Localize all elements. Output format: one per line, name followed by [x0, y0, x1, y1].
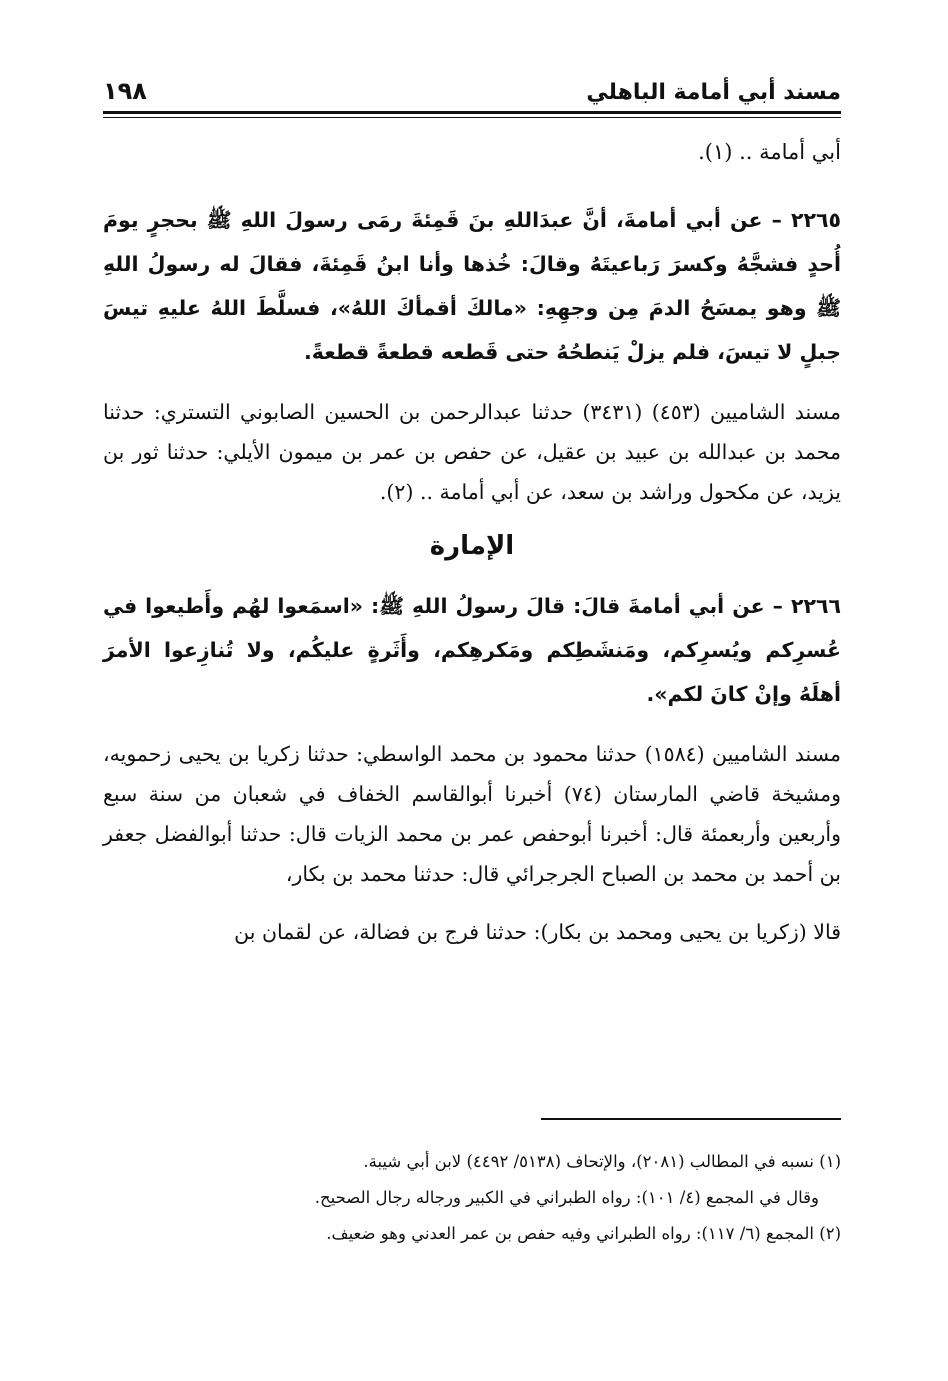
hadith-2266: ٢٢٦٦ – عن أبي أمامةَ قالَ: قالَ رسولُ اللهِ ﷺ: «اسمَعوا لهُم وأَطيعوا في عُسرِكم ويُسرِكم، ومَنشَطِكم ومَكرهِكم، وأَثَرةٍ عليكُم، ولا تُنازِعوا الأمرَ أهلَهُ وإنْ كانَ لكم». — [103, 594, 841, 706]
footnote-1: (١) نسبه في المطالب (٢٠٨١)، والإتحاف (٥١٣٨/ ٤٤٩٢) لابن أبي شيبة. — [363, 1152, 841, 1171]
page-body — [103, 132, 841, 970]
hadith-2265: ٢٢٦٥ – عن أبي أمامةَ، أنَّ عبدَاللهِ بنَ قَمِئةَ رمَى رسولَ اللهِ ﷺ بحجرٍ يومَ أُحدٍ فشجَّهُ وكسرَ رَباعيتَهُ وقالَ: خُذها وأنا ابنُ قَمِئةَ، فقالَ له رسولُ اللهِ ﷺ وهو يمسَحُ الدمَ مِن وجهِهِ: «مالكَ أقمأكَ اللهُ»، فسلَّطَ اللهُ عليهِ تيسَ جبلٍ لا تيسَ، فلم يزلْ يَنطحُهُ حتى قَطعه قطعةً قطعةً. — [103, 208, 841, 364]
footnotes — [103, 1144, 841, 1252]
footnote-2: (٢) المجمع (٦/ ١١٧): رواه الطبراني وفيه حفص بن عمر العدني وهو ضعيف. — [326, 1224, 841, 1243]
isnad-continuation: قالا (زكريا بن يحيى ومحمد بن بكار): حدثنا فرج بن فضالة، عن لقمان بن — [234, 920, 841, 944]
running-title: مسند أبي أمامة الباهلي — [586, 80, 841, 105]
footnote-divider — [541, 1118, 841, 1120]
page-header — [103, 70, 841, 114]
isnad-2266: مسند الشاميين (١٥٨٤) حدثنا محمود بن محمد الواسطي: حدثنا زكريا بن يحيى زحمويه، ومشيخة قاضي المارستان (٧٤) أخبرنا أبوالقاسم الخفاف في شعبان من سنة سبع وأربعين وأربعمئة قال: أخبرنا أبوحفص عمر بن محمد الزيات قال: حدثنا أبوالفضل جعفر بن أحمد بن محمد بن الصباح الجرجرائي قال: حدثنا محمد بن بكار، — [103, 742, 841, 886]
isnad-2265: مسند الشاميين (٤٥٣) (٣٤٣١) حدثنا عبدالرحمن بن الحسين الصابوني التستري: حدثنا محمد بن عبدالله بن عبيد بن عقيل، عن حفص بن عمر بن ميمون الأيلي: حدثنا ثور بن يزيد، عن مكحول وراشد بن سعد، عن أبي أمامة .. (٢). — [103, 400, 842, 504]
page-number: ١٩٨ — [103, 77, 147, 105]
section-title: الإمارة — [429, 531, 515, 561]
carryover-text: أبي أمامة .. (١). — [698, 140, 841, 164]
footnote-1-continuation: وقال في المجمع (٤/ ١٠١): رواه الطبراني في الكبير ورجاله رجال الصحيح. — [314, 1188, 819, 1207]
